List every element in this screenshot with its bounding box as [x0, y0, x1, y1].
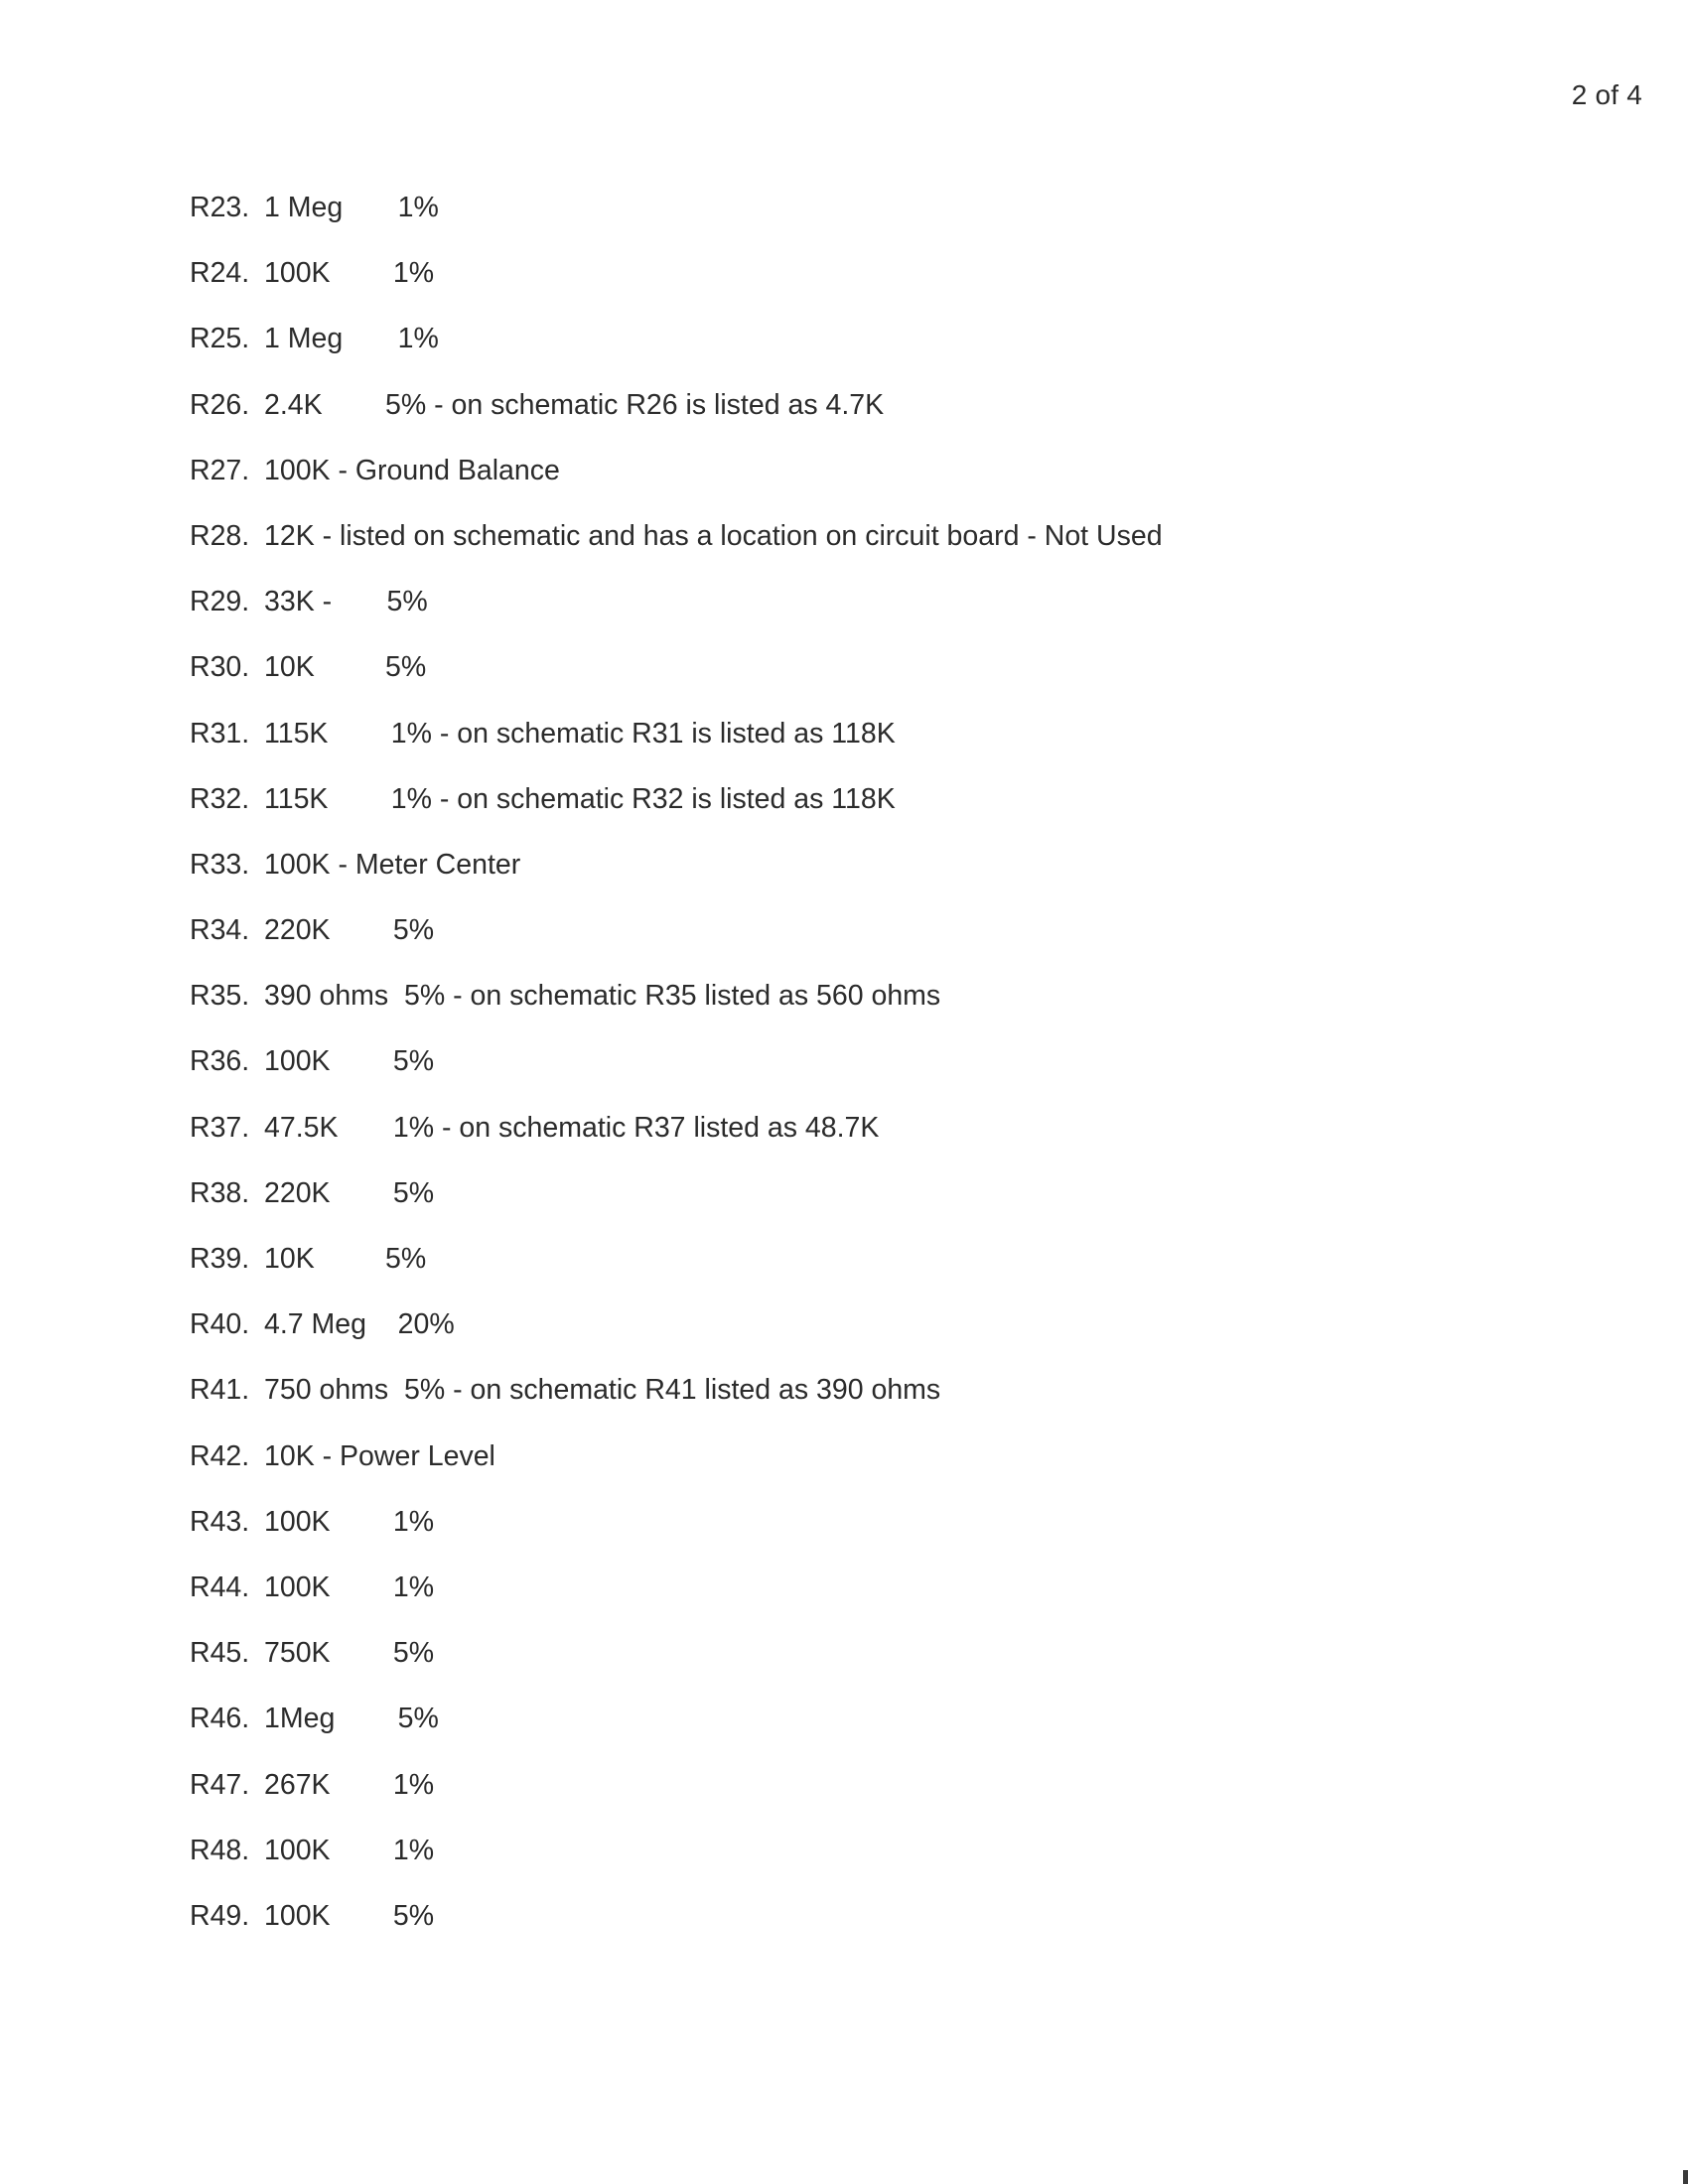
resistor-description: 1Meg 5%	[264, 1703, 439, 1735]
resistor-id: R39.	[190, 1243, 250, 1275]
resistor-id: R41.	[190, 1374, 250, 1407]
resistor-id: R31.	[190, 717, 250, 750]
list-item	[190, 783, 1629, 849]
scan-edge-mark	[1683, 2170, 1688, 2184]
list-item	[190, 849, 1629, 914]
resistor-description: 220K 5%	[264, 1176, 435, 1209]
resistor-id: R25.	[190, 323, 250, 355]
resistor-description: 100K 1%	[264, 257, 435, 290]
list-item	[190, 1177, 1629, 1243]
resistor-id: R32.	[190, 782, 250, 815]
resistor-id: R48.	[190, 1834, 250, 1866]
resistor-description: 4.7 Meg 20%	[264, 1308, 455, 1341]
resistor-description: 750K 5%	[264, 1637, 435, 1670]
resistor-description: 2.4K 5% - on schematic R26 is listed as 4.7K	[264, 388, 885, 421]
resistor-description: 100K 5%	[264, 1045, 435, 1078]
resistor-id: R24.	[190, 257, 250, 290]
page-number: 2 of 4	[1571, 79, 1642, 110]
resistor-id: R23.	[190, 192, 250, 223]
resistor-description: 100K 5%	[264, 1899, 435, 1932]
list-item	[190, 389, 1629, 455]
list-item	[190, 1112, 1629, 1177]
list-item	[190, 455, 1629, 520]
resistor-description: 100K 1%	[264, 1505, 435, 1538]
resistor-description: 220K 5%	[264, 914, 435, 947]
resistor-id: R40.	[190, 1308, 250, 1341]
list-item	[190, 1571, 1629, 1637]
list-item	[190, 192, 1629, 257]
resistor-description: 100K 1%	[264, 1570, 435, 1603]
list-item	[190, 1900, 1629, 1966]
resistor-description: 390 ohms 5% - on schematic R35 listed as 560 ohms	[264, 980, 941, 1013]
resistor-id: R34.	[190, 914, 250, 947]
list-item	[190, 257, 1629, 323]
resistor-id: R28.	[190, 519, 250, 552]
resistor-id: R35.	[190, 980, 250, 1013]
list-item	[190, 1374, 1629, 1439]
resistor-description: 12K - listed on schematic and has a location on circuit board - Not Used	[264, 519, 1163, 552]
resistor-id: R43.	[190, 1505, 250, 1538]
resistor-id: R30.	[190, 651, 250, 684]
resistor-id: R37.	[190, 1111, 250, 1144]
resistor-id: R49.	[190, 1899, 250, 1932]
list-item	[190, 1440, 1629, 1506]
resistor-description: 100K - Ground Balance	[264, 454, 560, 486]
list-item	[190, 1045, 1629, 1111]
list-item	[190, 1769, 1629, 1835]
resistor-description: 100K - Meter Center	[264, 848, 521, 881]
list-item	[190, 980, 1629, 1045]
resistor-description: 750 ohms 5% - on schematic R41 listed as 390 ohms	[264, 1374, 941, 1407]
list-item	[190, 1703, 1629, 1768]
resistor-id: R36.	[190, 1045, 250, 1078]
list-item	[190, 1506, 1629, 1571]
list-item	[190, 1637, 1629, 1703]
resistor-description: 10K - Power Level	[264, 1439, 495, 1472]
list-item	[190, 1835, 1629, 1900]
resistor-description: 115K 1% - on schematic R31 is listed as 118K	[264, 717, 896, 750]
resistor-id: R33.	[190, 848, 250, 881]
list-item	[190, 651, 1629, 717]
resistor-id: R42.	[190, 1439, 250, 1472]
resistor-id: R38.	[190, 1176, 250, 1209]
resistor-id: R44.	[190, 1570, 250, 1603]
list-item	[190, 586, 1629, 651]
resistor-description: 267K 1%	[264, 1768, 435, 1801]
resistor-description: 10K 5%	[264, 651, 427, 684]
resistor-description: 1 Meg 1%	[264, 323, 439, 355]
resistor-description: 47.5K 1% - on schematic R37 listed as 48.7K	[264, 1111, 880, 1144]
resistor-id: R45.	[190, 1637, 250, 1670]
resistor-description: 115K 1% - on schematic R32 is listed as 118K	[264, 782, 896, 815]
list-item	[190, 718, 1629, 783]
resistor-id: R47.	[190, 1768, 250, 1801]
list-item	[190, 323, 1629, 388]
list-item	[190, 914, 1629, 980]
list-item	[190, 1308, 1629, 1374]
resistor-description: 10K 5%	[264, 1243, 427, 1275]
resistor-id: R29.	[190, 586, 250, 618]
list-item	[190, 520, 1629, 586]
list-item	[190, 1243, 1629, 1308]
resistor-description: 33K - 5%	[264, 586, 428, 618]
resistor-description: 100K 1%	[264, 1834, 435, 1866]
resistor-id: R46.	[190, 1703, 250, 1735]
resistor-id: R27.	[190, 454, 250, 486]
resistor-list	[190, 192, 1629, 1966]
resistor-description: 1 Meg 1%	[264, 192, 439, 223]
resistor-id: R26.	[190, 388, 250, 421]
